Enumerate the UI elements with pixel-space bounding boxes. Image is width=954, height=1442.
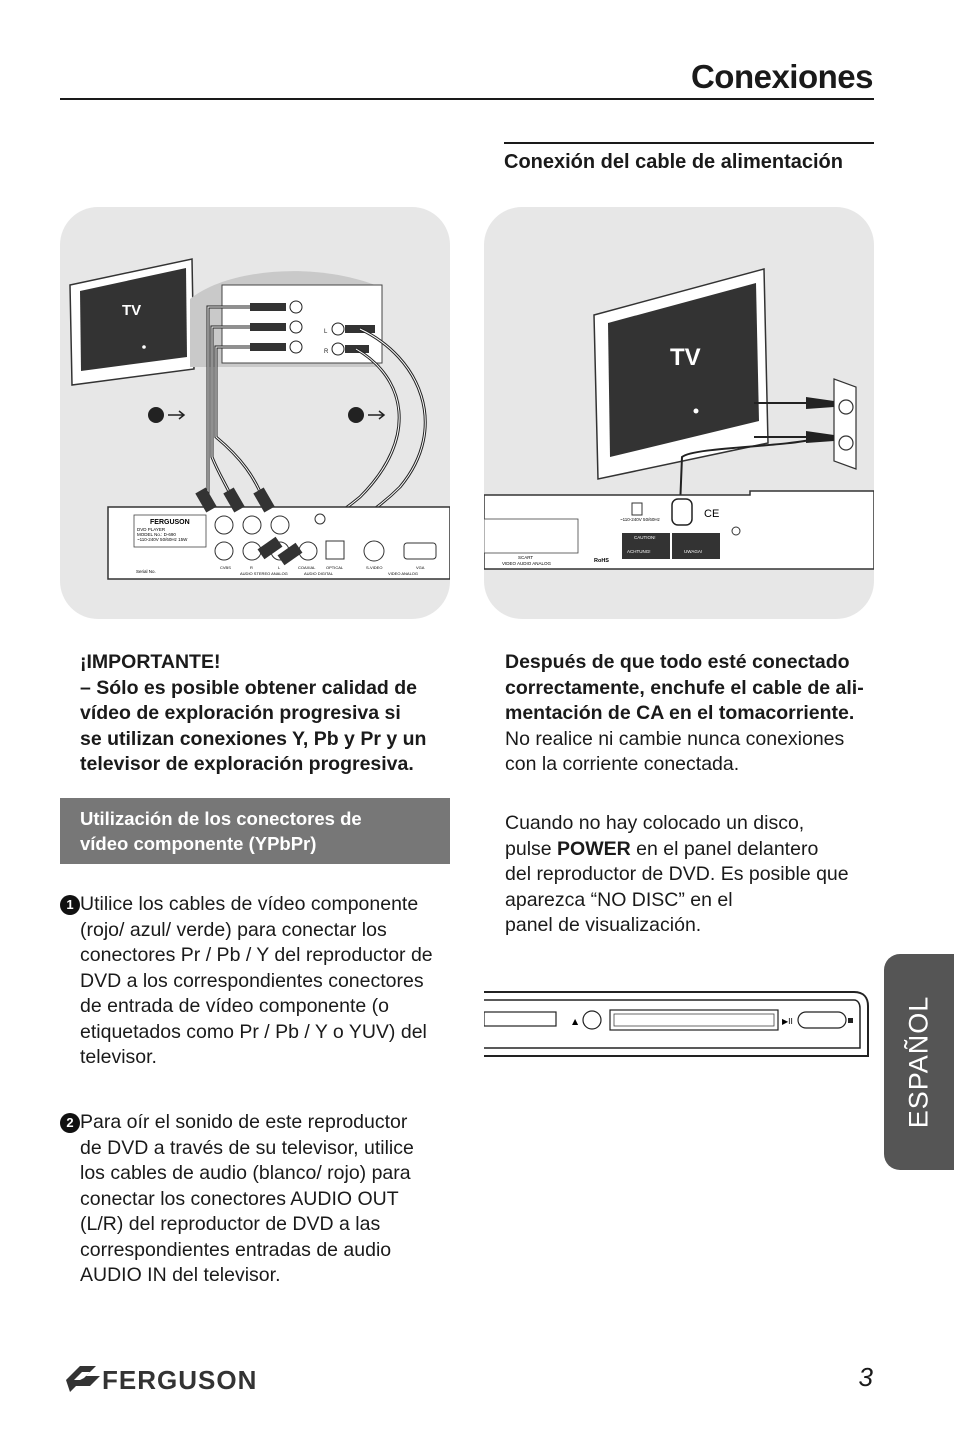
step-number-1: 1	[60, 895, 80, 915]
svg-text:OPTICAL: OPTICAL	[326, 565, 344, 570]
svg-text:VGA: VGA	[416, 565, 425, 570]
svg-text:CAUTION!: CAUTION!	[634, 535, 656, 540]
svg-text:L: L	[324, 329, 328, 335]
component-video-heading: Utilización de los conectores de vídeo componente (YPbPr)	[60, 798, 450, 864]
wall-outlet	[834, 379, 856, 469]
svg-text:AUDIO DIGITAL: AUDIO DIGITAL	[304, 571, 334, 576]
language-tab-label: ESPAÑOL	[903, 995, 934, 1129]
svg-text:Serial No.: Serial No.	[136, 569, 156, 574]
svg-text:CVBS: CVBS	[220, 565, 231, 570]
svg-text:S-VIDEO: S-VIDEO	[366, 565, 383, 570]
power-instructions: Después de que todo esté conectado correctamente, enchufe el cable de ali- mentación de CA en el tomacorriente. No realice ni cambie nunca conexiones con la corriente conectada.	[505, 651, 864, 775]
svg-text:SCART: SCART	[518, 555, 534, 560]
page-number: 3	[858, 1362, 873, 1392]
language-tab	[884, 954, 954, 1170]
power-connection-figure	[484, 207, 874, 619]
svg-text:COAXIAL: COAXIAL	[298, 565, 316, 570]
component-connection-diagram	[60, 207, 450, 619]
no-disc-instructions: Cuando no hay colocado un disco, pulse POWER en el panel delantero del reproductor de DVD. Es posible que aparezca “NO DISC” en el panel de visualización.	[505, 812, 849, 936]
svg-text:R: R	[250, 565, 253, 570]
svg-text:ACHTUNG!: ACHTUNG!	[627, 549, 651, 554]
step-1: 1 Utilice los cables de vídeo componente (rojo/ azul/ verde) para conectar los conectores Pr / Pb / Y del reproductor de DVD a los correspondientes conectores de entrada de vídeo componente (o etiquetados como Pr / Pb / Y o YUV) del televisor.	[60, 892, 445, 1071]
step-number-2: 2	[60, 1113, 80, 1133]
important-note: ¡IMPORTANTE! – Sólo es posible obtener calidad de vídeo de exploración progresiva si se utilizan conexiones Y, Pb y Pr y un televisor de exploración progresiva.	[80, 651, 427, 775]
svg-text:~110-240V 50/60Hz 15W: ~110-240V 50/60Hz 15W	[137, 537, 188, 542]
svg-text:MODEL No.: D-690: MODEL No.: D-690	[137, 532, 176, 537]
dvd-rear-panel	[484, 491, 874, 569]
svg-text:L: L	[278, 565, 281, 570]
section-divider	[504, 142, 874, 144]
section-heading: Conexión del cable de alimentación	[504, 151, 843, 173]
title-divider	[60, 98, 874, 100]
svg-text:AUDIO STEREO ANALOG: AUDIO STEREO ANALOG	[240, 571, 288, 576]
component-connection-figure	[60, 207, 450, 619]
svg-text:R: R	[324, 349, 329, 355]
svg-text:DVD PLAYER: DVD PLAYER	[137, 527, 166, 532]
svg-text:FERGUSON: FERGUSON	[150, 519, 190, 526]
dvd-front-panel	[484, 990, 874, 1070]
tv-label: TV	[122, 302, 142, 319]
dvd-front-panel-illustration	[484, 990, 874, 1070]
svg-text:FERGUSON: FERGUSON	[102, 1365, 258, 1395]
page-title: Conexiones	[690, 58, 873, 95]
power-connection-diagram	[484, 207, 874, 619]
svg-text:~110-240V 50/60Hz: ~110-240V 50/60Hz	[620, 517, 660, 522]
ferguson-logo-icon	[60, 1362, 300, 1396]
svg-text:RoHS: RoHS	[594, 558, 609, 564]
svg-text:CE: CE	[704, 508, 720, 520]
svg-text:VIDEO ANALOG: VIDEO ANALOG	[388, 571, 419, 576]
tv-illustration	[70, 259, 194, 385]
tv-label: TV	[670, 344, 701, 371]
svg-text:▲: ▲	[572, 1017, 579, 1026]
ferguson-logo	[60, 1362, 300, 1396]
svg-text:▶II: ▶II	[782, 1017, 793, 1026]
step-2: 2 Para oír el sonido de este reproductor de DVD a través de su televisor, utilice los cables de audio (blanco/ rojo) para conectar los conectores AUDIO OUT (L/R) del reproductor de DVD a las correspondientes entradas de audio AUDIO IN del televisor.	[60, 1110, 445, 1289]
svg-text:UWAGA!: UWAGA!	[684, 549, 703, 554]
svg-text:VIDEO AUDIO ANALOG: VIDEO AUDIO ANALOG	[502, 561, 552, 566]
